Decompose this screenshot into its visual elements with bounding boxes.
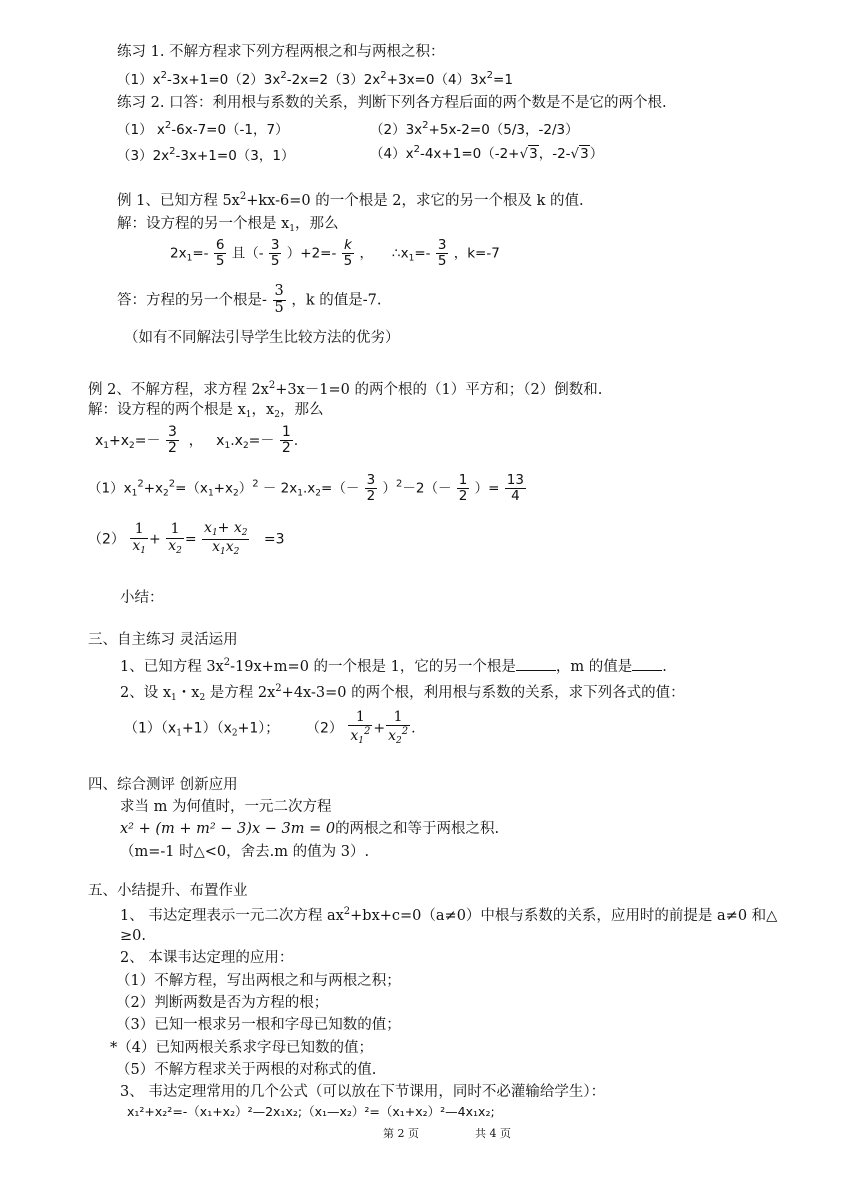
section5-title: 五、小结提升、布置作业 <box>88 883 248 899</box>
example1-equation: $2x_1=-$ $\frac{6}{5}$ 且（- $\frac{3}{5}$ ）+2=- $\frac{k}{5}$ ， <box>170 237 374 269</box>
section4-equation: x² + (m + m² − 3)x − 3m = 0的两根之和等于两根之积. <box>120 821 500 837</box>
exercise2-item4: $(4)x^2-4x+1=0(-2+√3$，-2-√3） <box>370 144 604 162</box>
section5-item: （3）已知一根求另一根和字母已知数的值； <box>116 1017 401 1033</box>
section5-formula: x₁²+x₂²=-（x₁+x₂）²—2x₁x₂;（x₁—x₂）²=（x₁+x₂）²—4x₁x₂; <box>127 1104 495 1119</box>
section5-point1: 1、 韦达定理表示一元二次方程 $ax^2+bx+c=0(a\ne 0)$中根与系数的关系，应用时的前提是 a≠0 和△ <box>120 906 778 924</box>
exercise2-item2: $(2)3x^2+5x-2=0(5/3$，-2/3） <box>370 120 579 138</box>
section5-point1-cont: ≥0. <box>120 928 146 944</box>
section5-item: （1）不解方程，写出两根之和与两根之积； <box>116 973 401 989</box>
example1-title: 例 1、已知方程 $5x^2+kx-6=0$ 的一个根是 2，求它的另一个根及 k 的值. <box>117 191 584 209</box>
section4-note: （m=-1 时△<0，舍去.m 的值为 3）. <box>120 844 370 860</box>
exercise1-title: 练习 1. 不解方程求下列方程两根之和与两根之积： <box>117 44 445 60</box>
example2-part2: （2） $\frac{1}{x_1}$ + $\frac{1}{x_2}$ = $\frac{x_1+ x_2}{x_1x_2}$ =3 <box>88 520 285 557</box>
section5-point2: 2、 本课韦达定理的应用： <box>120 950 294 966</box>
example2-vieta: $x_1+x_2=-$ $\frac{3}{2}$ ， $x_1.x_2=-$ $\frac{1}{2}$ . <box>95 424 299 457</box>
section3-title: 三、自主练习 灵活运用 <box>88 632 238 648</box>
section3-question2-parts: $(1)(x_1+1)(x_2+1)$； （2） $\frac{1}{x_1^2}$ + $\frac{1}{x_2^2}$ . <box>124 709 416 747</box>
exercise1-items: $(1)x^2-3x+1=0(2)3x^2-2x=2(3)2x^2+3x=0(4)3x^2=1$ <box>117 70 513 88</box>
section5-item: （5）不解方程求关于两根的对称式的值. <box>116 1062 377 1078</box>
section5-item: （2）判断两数是否为方程的根； <box>116 995 329 1011</box>
page-number: 第 2 页 <box>383 1127 419 1140</box>
section5-item: *（4）已知两根关系求字母已知数的值； <box>110 1040 373 1056</box>
example2-solution: 解：设方程的两个根是 $x_1$，$x_2$，那么 <box>88 402 324 420</box>
section4-title: 四、综合测评 创新应用 <box>88 777 238 793</box>
section4-question: 求当 m 为何值时，一元二次方程 <box>120 799 332 815</box>
example2-part1: $(1)x_1^2+x_2^2=(x_1+x_2)^2 - 2x_1.x_2=(-$ $\frac{3}{2}$ ）$^2$－2（－ $\frac{1}{2}$ ）= $\frac{13}{4}$ <box>88 472 524 504</box>
example1-solution: 解：设方程的另一个根是 $x_1$，那么 <box>117 216 339 234</box>
answer-blank[interactable] <box>632 670 662 671</box>
example2-summary: 小结： <box>120 590 164 606</box>
example2-title: 例 2、不解方程，求方程 $2x^2+3x-1=0$ 的两个根的（1）平方和；（2）倒数和. <box>88 380 603 398</box>
section5-point3: 3、 韦达定理常用的几个公式（可以放在下节课用，同时不必灌输给学生）： <box>120 1084 606 1100</box>
page-total: 共 4 页 <box>475 1127 511 1140</box>
example1-therefore: $\therefore x_1=-$ $\frac{3}{5}$ ，k=-7 <box>392 237 500 269</box>
exercise2-title: 练习 2. 口答：利用根与系数的关系，判断下列各方程后面的两个数是不是它的两个根. <box>117 95 667 111</box>
section3-question2: 2、设 $x_1$・$x_2$ 是方程 $2x^2+4x-3=0$ 的两个根，利用根与系数的关系，求下列各式的值： <box>120 683 685 703</box>
exercise2-item3: $(3)2x^2-3x+1=0(3$，1） <box>117 146 295 164</box>
example1-note: （如有不同解法引导学生比较方法的优劣） <box>124 330 400 346</box>
section3-question1: 1、已知方程 $3x^2-19x+m=0$ 的一个根是 1，它的另一个根是 ，m 的值是 . <box>120 657 667 675</box>
answer-blank[interactable] <box>516 670 556 671</box>
example1-answer: 答：方程的另一个根是- $\frac{3}{5}$ ，k 的值是-7. <box>117 283 382 316</box>
exercise2-item1: （1） $x^2-6x-7=0(-1$，7） <box>117 120 289 138</box>
